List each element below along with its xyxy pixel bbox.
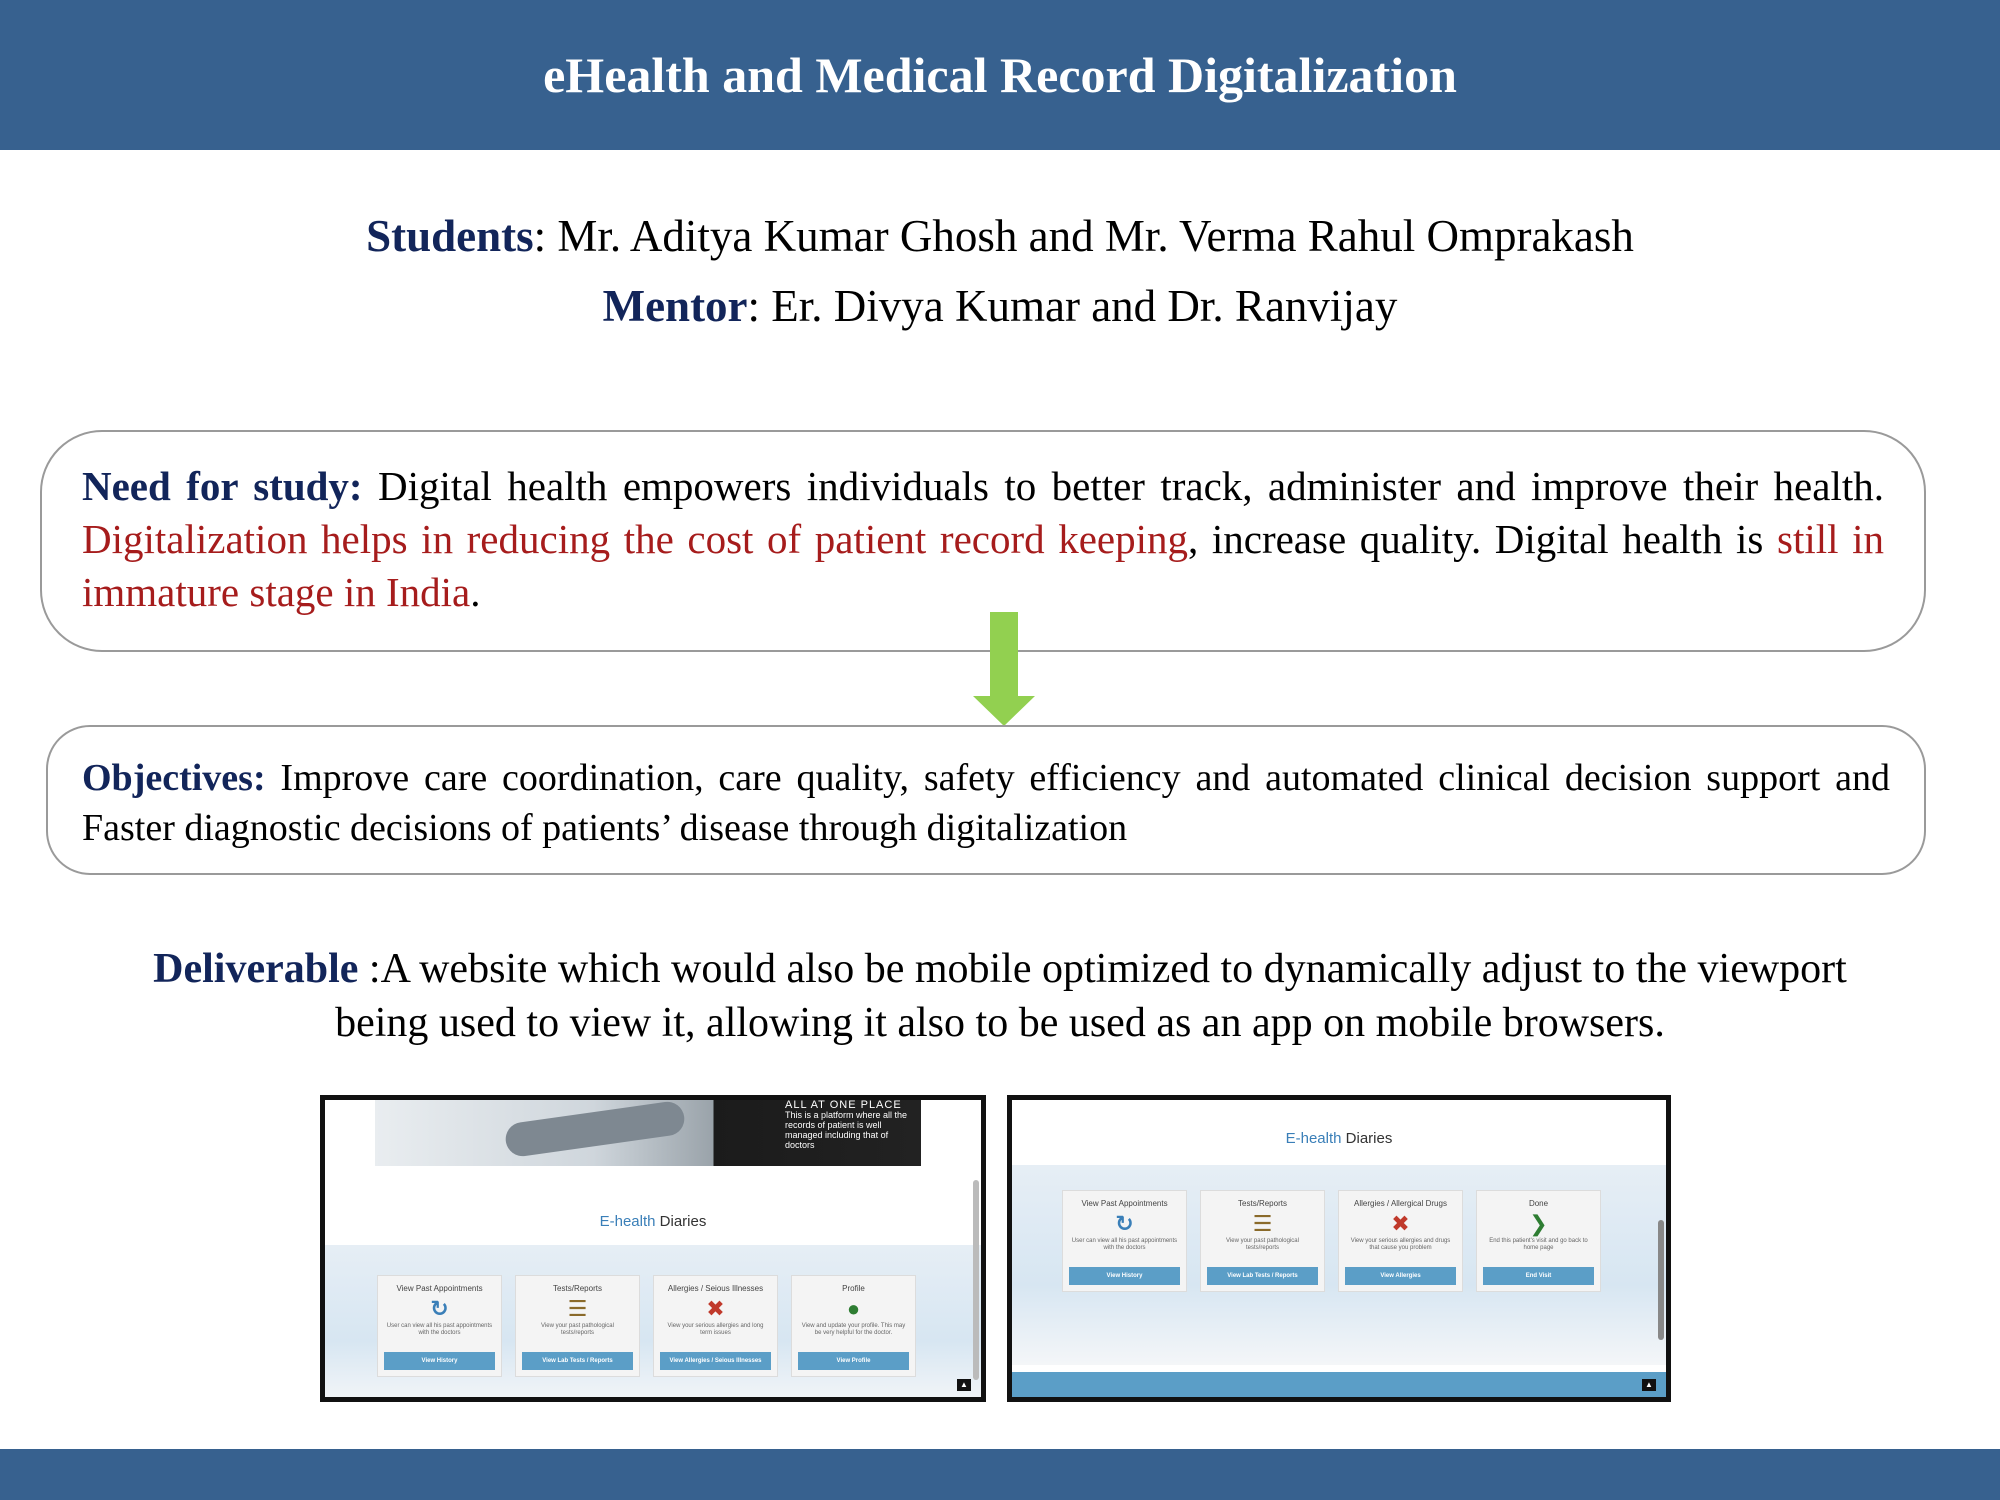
need-text-2: , increase quality. Digital health is bbox=[1188, 516, 1777, 562]
footer-bar bbox=[1012, 1372, 1666, 1402]
card-tests-reports bbox=[515, 1275, 640, 1377]
need-highlight-1: Digitalization helps in reducing the cost of patient record keeping bbox=[82, 516, 1189, 562]
card-past-appointments bbox=[377, 1275, 502, 1377]
need-for-study-text bbox=[82, 460, 1884, 619]
need-text-3: . bbox=[470, 569, 481, 615]
card-past-appointments bbox=[1062, 1190, 1187, 1292]
view-lab-tests-button[interactable]: View Lab Tests / Reports bbox=[1207, 1267, 1318, 1285]
card-description: View your serious allergies and drugs that cause you problem bbox=[1350, 1238, 1451, 1251]
need-label: Need for study: bbox=[82, 463, 363, 509]
mentor-label: Mentor bbox=[602, 281, 748, 331]
page-title: eHealth and Medical Record Digitalization bbox=[543, 47, 1457, 103]
card-title: Tests/Reports bbox=[1238, 1199, 1287, 1208]
feature-cards bbox=[1062, 1190, 1601, 1292]
refresh-icon: ↻ bbox=[1115, 1211, 1134, 1236]
students-line bbox=[0, 210, 2000, 262]
footer-bar bbox=[0, 1449, 2000, 1500]
card-allergies bbox=[1338, 1190, 1463, 1292]
scrollbar[interactable] bbox=[1658, 1220, 1664, 1340]
card-title: Allergies / Allergical Drugs bbox=[1354, 1199, 1447, 1208]
diaries-title bbox=[1012, 1130, 1666, 1147]
feature-cards bbox=[377, 1275, 916, 1377]
diaries-title bbox=[325, 1213, 981, 1230]
card-title: Done bbox=[1528, 1199, 1549, 1208]
students-names: : Mr. Aditya Kumar Ghosh and Mr. Verma Rahul Omprakash bbox=[533, 211, 1634, 261]
title-bar bbox=[0, 0, 2000, 150]
view-history-button[interactable]: View History bbox=[1069, 1267, 1180, 1285]
view-allergies-button[interactable]: View Allergies / Seious Illnesses bbox=[660, 1352, 771, 1370]
banner-body: This is a platform where all the records of patient is well managed including that of doctors bbox=[785, 1110, 908, 1150]
refresh-icon: ↻ bbox=[430, 1296, 449, 1321]
objectives-label: Objectives: bbox=[82, 757, 266, 799]
hero-banner bbox=[375, 1100, 921, 1166]
scrollbar[interactable] bbox=[973, 1180, 979, 1380]
view-history-button[interactable]: View History bbox=[384, 1352, 495, 1370]
card-description: View your past pathological tests/reports bbox=[541, 1323, 614, 1336]
banner-heading: ALL AT ONE PLACE bbox=[785, 1099, 902, 1111]
mentor-line bbox=[0, 280, 2000, 332]
down-arrow-icon bbox=[973, 612, 1035, 726]
card-title: Tests/Reports bbox=[553, 1284, 602, 1293]
end-visit-button[interactable]: End Visit bbox=[1483, 1267, 1594, 1285]
card-description: View and update your profile. This may be very helpful for the doctor. bbox=[801, 1323, 906, 1336]
user-icon: ● bbox=[846, 1296, 861, 1321]
diaries-title-accent: E-health bbox=[1285, 1130, 1342, 1147]
view-lab-tests-button[interactable]: View Lab Tests / Reports bbox=[522, 1352, 633, 1370]
card-description: End this patient's visit and go back to home page bbox=[1489, 1238, 1588, 1251]
view-profile-button[interactable]: View Profile bbox=[798, 1352, 909, 1370]
card-profile bbox=[791, 1275, 916, 1377]
card-description: View your serious allergies and long term issues bbox=[667, 1323, 764, 1336]
deliverable-text bbox=[130, 942, 1870, 1050]
students-label: Students bbox=[366, 211, 534, 261]
diaries-title-accent: E-health bbox=[599, 1213, 656, 1230]
need-text-1: Digital health empowers individuals to better track, administer and improve their health. bbox=[362, 463, 1884, 509]
scroll-top-icon[interactable]: ▲ bbox=[957, 1379, 971, 1391]
card-title: Allergies / Seious Illnesses bbox=[667, 1284, 764, 1293]
card-tests-reports bbox=[1200, 1190, 1325, 1292]
x-icon: ✖ bbox=[706, 1296, 725, 1321]
card-description: View your past pathological tests/reports bbox=[1226, 1238, 1299, 1251]
card-description: User can view all his past appointments with the doctors bbox=[1071, 1238, 1178, 1251]
scroll-top-icon[interactable]: ▲ bbox=[1642, 1379, 1656, 1391]
chevron-right-icon: ❯ bbox=[1529, 1211, 1548, 1236]
card-title: View Past Appointments bbox=[1081, 1199, 1168, 1208]
banner-text bbox=[785, 1100, 915, 1150]
list-icon: ☰ bbox=[567, 1296, 588, 1321]
website-screenshot-desktop bbox=[320, 1095, 986, 1402]
card-done bbox=[1476, 1190, 1601, 1292]
diaries-title-rest: Diaries bbox=[1341, 1130, 1393, 1147]
list-icon: ☰ bbox=[1252, 1211, 1273, 1236]
card-allergies bbox=[653, 1275, 778, 1377]
hand-tablet-image bbox=[504, 1100, 687, 1159]
x-icon: ✖ bbox=[1391, 1211, 1410, 1236]
deliverable-body: :A website which would also be mobile optimized to dynamically adjust to the viewport being used to view it, allowing it also to be used as an app on mobile browsers. bbox=[335, 946, 1847, 1046]
card-description: User can view all his past appointments with the doctors bbox=[386, 1323, 493, 1336]
deliverable-label: Deliverable bbox=[153, 946, 359, 992]
card-title: View Past Appointments bbox=[396, 1284, 483, 1293]
objectives-body: Improve care coordination, care quality, safety efficiency and automated clinical decision support and Faster diagnostic decisions of patients’ disease through digitalization bbox=[82, 757, 1890, 849]
diaries-title-rest: Diaries bbox=[655, 1213, 707, 1230]
website-screenshot-mobile bbox=[1007, 1095, 1671, 1402]
objectives-text bbox=[82, 753, 1890, 853]
objectives-box bbox=[46, 725, 1926, 875]
need-highlight-2: still in immature stage in India bbox=[82, 516, 1884, 615]
card-title: Profile bbox=[842, 1284, 865, 1293]
view-allergies-button[interactable]: View Allergies bbox=[1345, 1267, 1456, 1285]
mentor-names: : Er. Divya Kumar and Dr. Ranvijay bbox=[747, 281, 1398, 331]
